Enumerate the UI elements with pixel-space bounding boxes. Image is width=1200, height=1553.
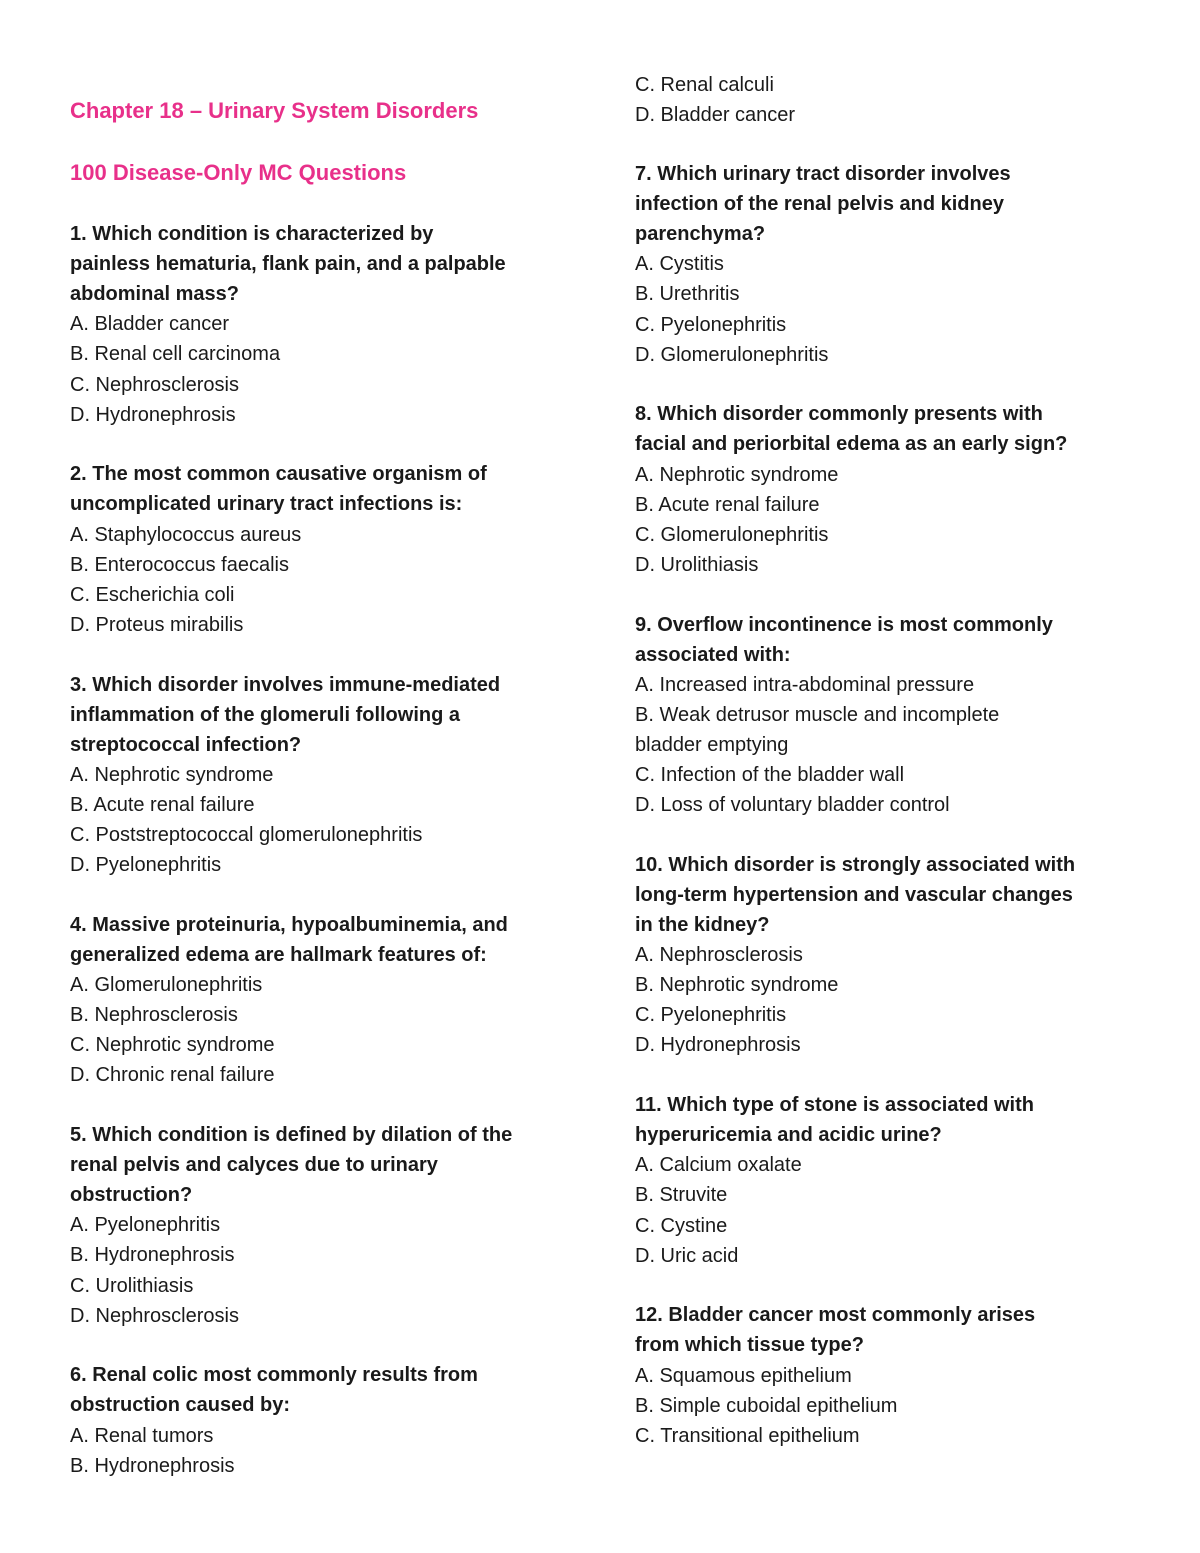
answer-option: C. Pyelonephritis xyxy=(635,313,787,336)
document-title: Chapter 18 – Urinary System Disorders xyxy=(70,98,479,123)
answer-option: C. Renal calculi xyxy=(635,74,774,96)
answer-option: B. Nephrotic syndrome xyxy=(635,974,839,997)
answer-option: B. Enterococcus faecalis xyxy=(70,553,289,576)
question-text: from which tissue type? xyxy=(635,1334,864,1357)
answer-option: B. Urethritis xyxy=(635,283,740,306)
answer-option: A. Calcium oxalate xyxy=(635,1154,802,1177)
question-text: 1. Which condition is characterized by xyxy=(70,223,434,245)
question-text: abdominal mass? xyxy=(70,283,239,306)
answer-option: D. Bladder cancer xyxy=(635,104,796,127)
question-text: 7. Which urinary tract disorder involves xyxy=(635,163,1011,185)
answer-option: C. Infection of the bladder wall xyxy=(635,764,905,786)
question-text: 8. Which disorder commonly presents with xyxy=(635,403,1043,426)
answer-option: D. Uric acid xyxy=(635,1244,739,1267)
question-text: 12. Bladder cancer most commonly arises xyxy=(635,1304,1036,1327)
question-text: 2. The most common causative organism of xyxy=(70,463,487,486)
question-text: facial and periorbital edema as an early sign? xyxy=(635,433,1068,456)
answer-option: C. Urolithiasis xyxy=(70,1274,194,1297)
answer-option: A. Glomerulonephritis xyxy=(70,974,263,996)
answer-option: A. Nephrotic syndrome xyxy=(70,763,274,786)
question-text: in the kidney? xyxy=(635,914,770,936)
question-text: generalized edema are hallmark features of: xyxy=(70,943,487,966)
answer-option: C. Pyelonephritis xyxy=(635,1004,787,1027)
question-text: 9. Overflow incontinence is most commonly xyxy=(635,613,1053,636)
question-text: obstruction? xyxy=(70,1184,193,1207)
answer-option: A. Bladder cancer xyxy=(70,313,229,336)
answer-option: bladder emptying xyxy=(635,733,789,756)
answer-option: C. Escherichia coli xyxy=(70,583,235,606)
answer-option: D. Hydronephrosis xyxy=(70,403,236,426)
question-text: uncomplicated urinary tract infections is: xyxy=(70,493,463,516)
answer-option: B. Acute renal failure xyxy=(635,493,820,516)
question-text: associated with: xyxy=(635,643,791,666)
question-text: 11. Which type of stone is associated with xyxy=(635,1094,1034,1117)
answer-option: D. Proteus mirabilis xyxy=(70,613,244,636)
question-text: streptococcal infection? xyxy=(70,733,302,756)
question-text: parenchyma? xyxy=(635,223,766,246)
answer-option: A. Cystitis xyxy=(635,253,724,276)
answer-option: A. Pyelonephritis xyxy=(70,1214,221,1237)
question-text: 3. Which disorder involves immune-mediated xyxy=(70,673,501,696)
answer-option: C. Nephrotic syndrome xyxy=(70,1034,275,1057)
answer-option: D. Nephrosclerosis xyxy=(70,1304,239,1327)
question-text: 10. Which disorder is strongly associated with xyxy=(635,853,1076,876)
question-text: renal pelvis and calyces due to urinary xyxy=(70,1154,438,1177)
answer-option: C. Transitional epithelium xyxy=(635,1424,860,1447)
answer-option: B. Simple cuboidal epithelium xyxy=(635,1394,898,1417)
answer-option: A. Squamous epithelium xyxy=(635,1364,852,1387)
answer-option: C. Poststreptococcal glomerulonephritis xyxy=(70,824,423,846)
question-text: hyperuricemia and acidic urine? xyxy=(635,1124,942,1147)
document-subtitle: 100 Disease-Only MC Questions xyxy=(70,160,407,185)
answer-option: C. Cystine xyxy=(635,1214,728,1237)
question-text: inflammation of the glomeruli following a xyxy=(70,703,460,726)
answer-option: B. Struvite xyxy=(635,1184,728,1207)
answer-option: C. Glomerulonephritis xyxy=(635,523,829,546)
answer-option: A. Increased intra-abdominal pressure xyxy=(635,673,975,696)
answer-option: A. Nephrotic syndrome xyxy=(635,463,839,486)
answer-option: C. Nephrosclerosis xyxy=(70,373,239,396)
answer-option: D. Loss of voluntary bladder control xyxy=(635,794,950,817)
answer-option: B. Nephrosclerosis xyxy=(70,1004,238,1027)
answer-option: B. Weak detrusor muscle and incomplete xyxy=(635,703,1000,726)
question-text: 5. Which condition is defined by dilation of the xyxy=(70,1124,513,1146)
answer-option: A. Nephrosclerosis xyxy=(635,944,803,967)
question-text: 6. Renal colic most commonly results from xyxy=(70,1364,478,1387)
question-text: 4. Massive proteinuria, hypoalbuminemia, and xyxy=(70,913,508,936)
question-text: painless hematuria, flank pain, and a palpable xyxy=(70,253,506,276)
answer-option: D. Chronic renal failure xyxy=(70,1064,275,1087)
answer-option: A. Staphylococcus aureus xyxy=(70,523,302,546)
answer-option: B. Acute renal failure xyxy=(70,793,255,816)
answer-option: D. Hydronephrosis xyxy=(635,1034,801,1057)
answer-option: B. Hydronephrosis xyxy=(70,1454,235,1477)
answer-option: D. Pyelonephritis xyxy=(70,854,222,877)
question-text: obstruction caused by: xyxy=(70,1394,291,1417)
answer-option: B. Hydronephrosis xyxy=(70,1244,235,1267)
answer-option: D. Glomerulonephritis xyxy=(635,343,829,366)
answer-option: B. Renal cell carcinoma xyxy=(70,343,281,366)
question-text: infection of the renal pelvis and kidney xyxy=(635,193,1004,216)
answer-option: D. Urolithiasis xyxy=(635,553,759,576)
answer-option: A. Renal tumors xyxy=(70,1424,214,1447)
question-text: long-term hypertension and vascular changes xyxy=(635,883,1073,906)
